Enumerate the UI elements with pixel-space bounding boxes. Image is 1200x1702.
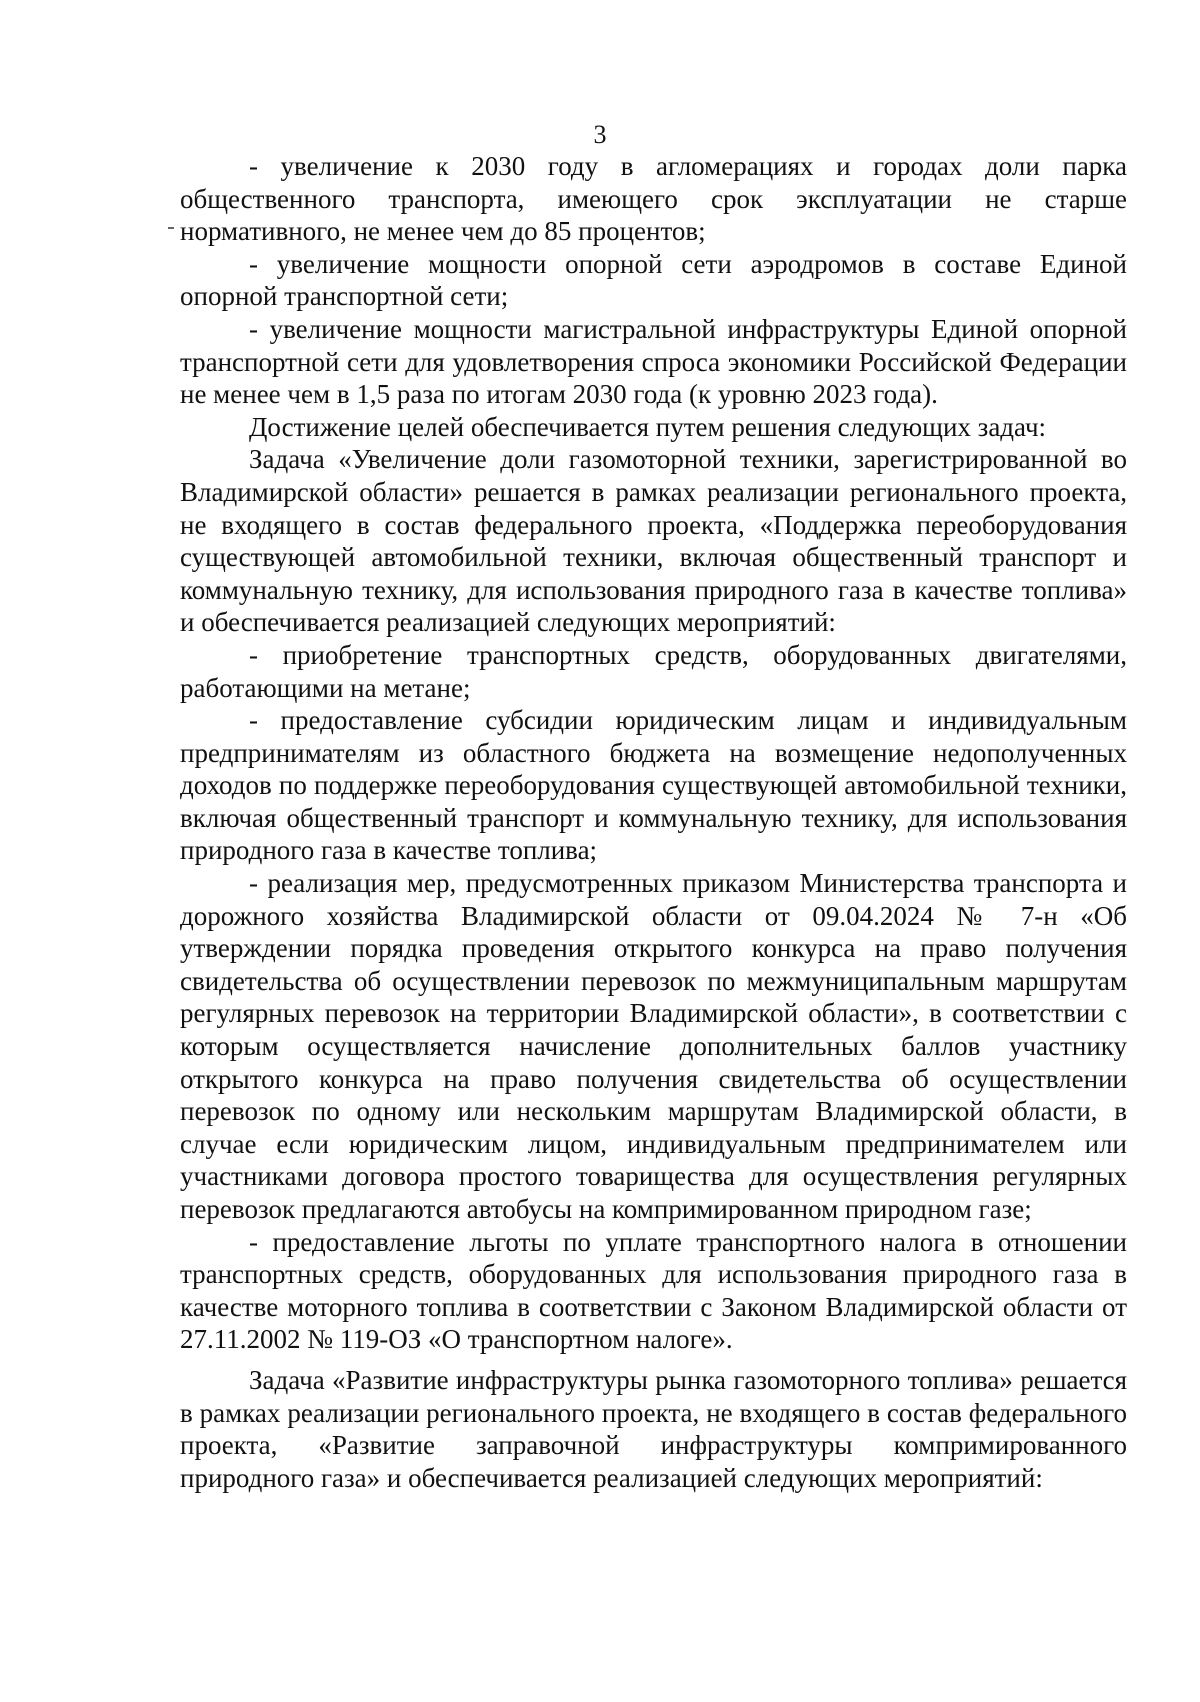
paragraph-bullet-transport-fleet: - увеличение к 2030 году в агломерациях и городах доли парка общественного транспорта, имеющего срок эксплуатации не старше нормативного, не менее чем до 85 процентов; bbox=[180, 151, 1127, 247]
paragraph-bullet-main-infrastructure: - увеличение мощности магистральной инфраструктуры Единой опорной транспортной сети для удовлетворения спроса экономики Российской Федерации не менее чем в 1,5 раза по итогам 2030 года (к уровню 2023 года). bbox=[180, 313, 1127, 410]
paragraph-bullet-airfield-network: - увеличение мощности опорной сети аэродромов в составе Единой опорной транспортной сети; bbox=[180, 248, 1127, 312]
paragraph-task-gas-infrastructure: Задача «Развитие инфраструктуры рынка газомоторного топлива» решается в рамках реализации регионального проекта, не входящего в состав федерального проекта, «Развитие заправочной инфраструктуры компримированного природного газа» и обеспечивается реализацией следующих мероприятий: bbox=[180, 1364, 1127, 1493]
page-number: 3 bbox=[593, 120, 607, 149]
paragraph-bullet-tax-benefit: - предоставление льготы по уплате транспортного налога в отношении транспортных средств, оборудованных для использования природного газа в качестве моторного топлива в соответствии с Законом Владимирской области от 27.11.2002 № 119-ОЗ «О транспортном налоге». bbox=[180, 1226, 1127, 1355]
paragraph-bullet-ministry-order: - реализация мер, предусмотренных приказом Министерства транспорта и дорожного хозяйства Владимирской области от 09.04.2024 № 7-н «Об утверждении порядка проведения открытого конкурса на право получения свидетельства об осуществлении перевозок по межмуниципальным маршрутам регулярных перевозок на территории Владимирской области», в соответствии с которым осуществляется начисление дополнительных баллов участнику открытого конкурса на право получения свидетельства об осуществлении перевозок по одному или нескольким маршрутам Владимирской области, в случае если юридическим лицом, индивидуальным предпринимателем или участниками договора простого товарищества для осуществления регулярных перевозок предлагаются автобусы на компримированном природном газе; bbox=[180, 868, 1127, 1224]
paragraph-task-gas-vehicles: Задача «Увеличение доли газомоторной техники, зарегистрированной во Владимирской области» решается в рамках реализации регионального проекта, не входящего в состав федерального проекта, «Поддержка переоборудования существующей автомобильной техники, включая общественный транспорт и коммунальную технику, для использования природного газа в качестве топлива» и обеспечивается реализацией следующих мероприятий: bbox=[180, 444, 1127, 638]
paragraph-bullet-subsidies: - предоставление субсидии юридическим лицам и индивидуальным предпринимателям из областного бюджета на возмещение недополученных доходов по поддержке переоборудования существующей автомобильной техники, включая общественный транспорт и коммунальную технику, для использования природного газа в качестве топлива; bbox=[180, 705, 1127, 866]
paragraph-bullet-methane-vehicles: - приобретение транспортных средств, оборудованных двигателями, работающими на метане; bbox=[180, 639, 1127, 703]
paragraph-goals-intro: Достижение целей обеспечивается путем решения следующих задач: bbox=[249, 411, 1047, 442]
document-body bbox=[180, 150, 1127, 1494]
scan-mark bbox=[168, 227, 174, 229]
